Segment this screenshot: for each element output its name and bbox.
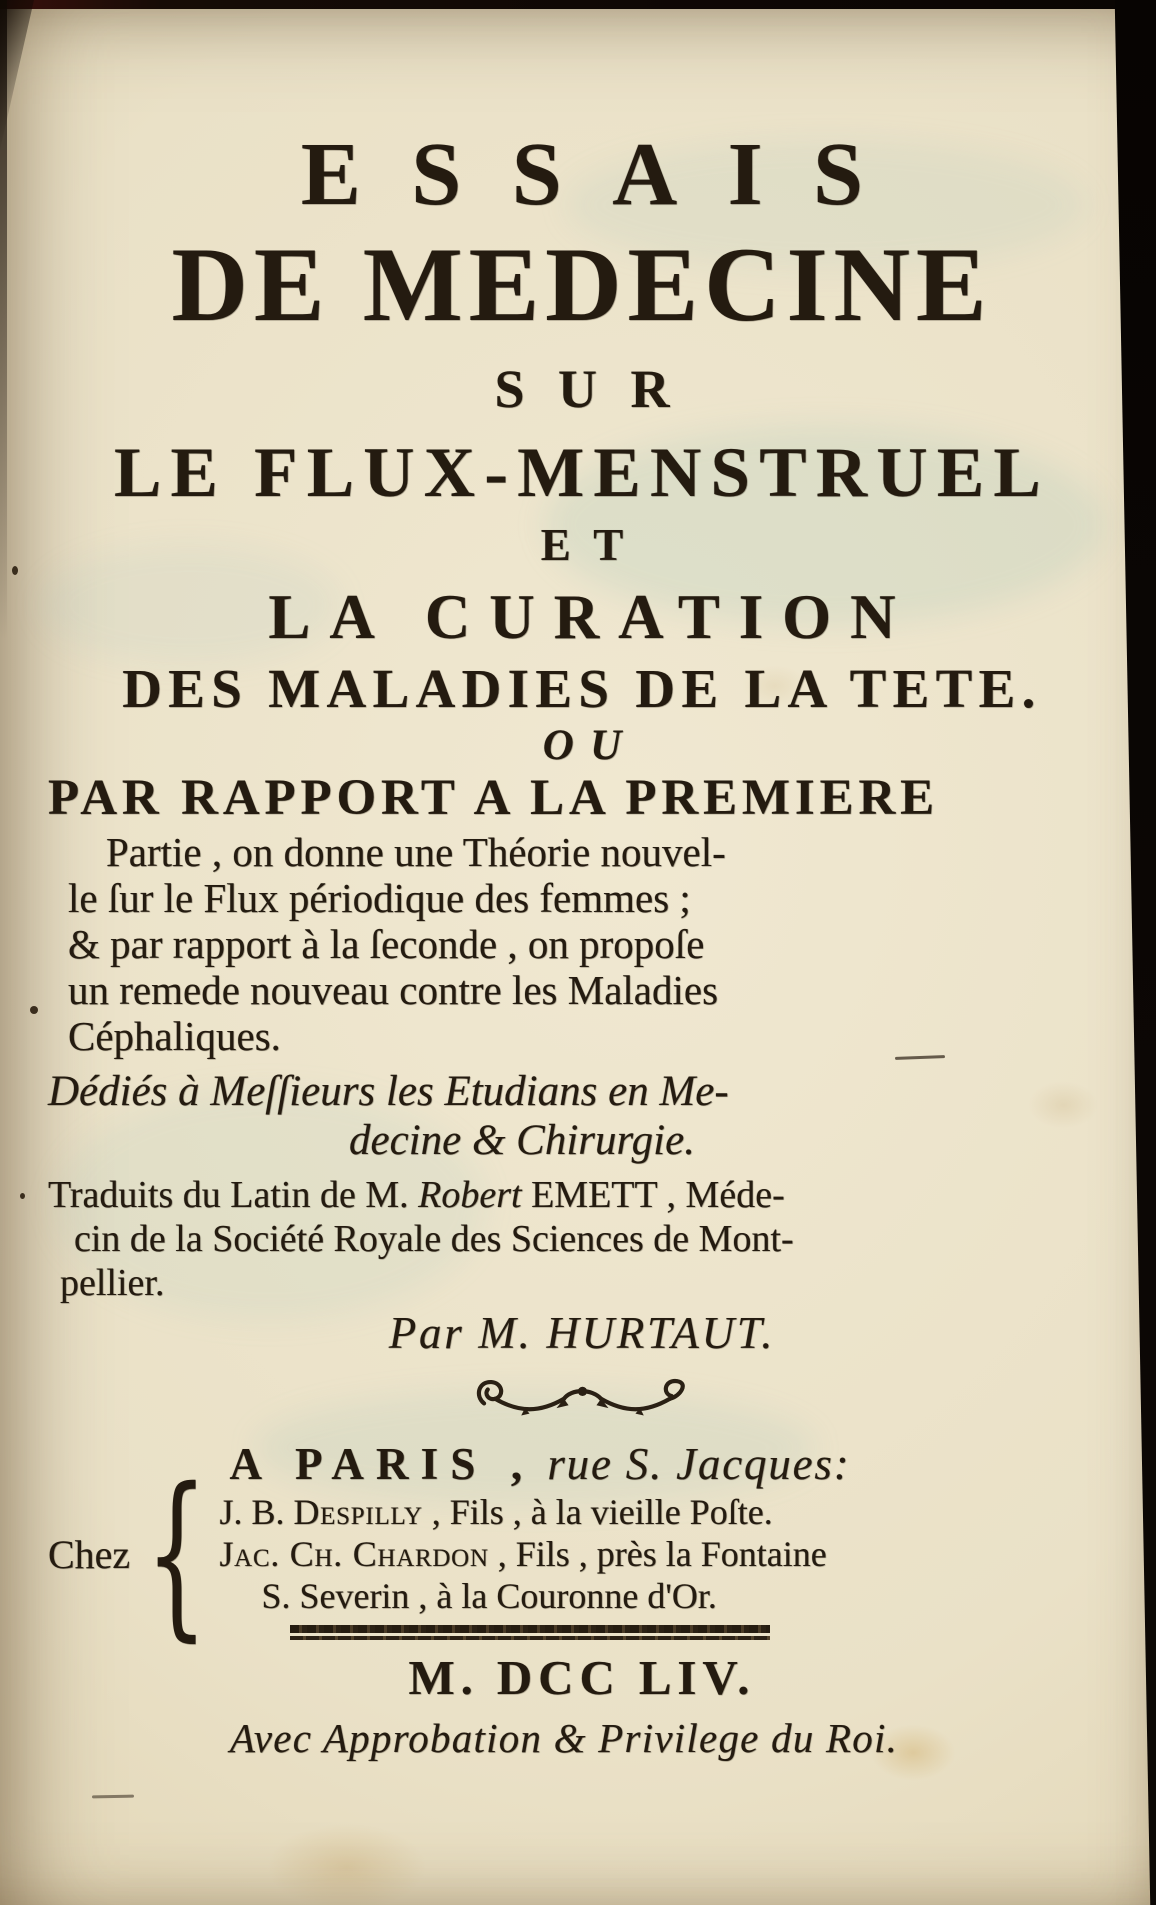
subtitle-heading: PAR RAPPORT A LA PREMIERE [48,770,940,826]
dedication-line: Dédiés à Meſſieurs les Etudians en Me- [48,1068,729,1115]
printer-rule [290,1625,770,1641]
subtitle-ou: OU [542,722,638,769]
binding-edge-top [0,0,1156,9]
title-line-et: ET [540,520,646,570]
author-line: Par M. HURTAUT. [388,1308,776,1358]
publisher-line: Jac. Ch. Chardon , Fils , près la Fontaine [219,1534,827,1574]
publisher-line: S. Severin , à la Couronne d'Or. [261,1576,717,1616]
brace-glyph: { [145,1450,208,1657]
dedication [48,1067,1116,1165]
ink-speck [30,1006,38,1014]
publication-year: M. DCC LIV. [408,1650,756,1705]
title-line-curation: LA CURATION [268,582,915,652]
ink-speck [20,1193,25,1199]
title-line-medecine: DE MEDECINE [171,226,993,343]
dedication-line: decine & Chirurgie. [349,1117,695,1164]
paragraph-line: un remede nouveau contre les Maladies [68,967,719,1013]
printer-ornament [48,1370,1116,1422]
translation-line: cin de la Société Royale des Sciences de Mont- [74,1218,794,1260]
publisher-name: Despilly [293,1492,423,1532]
printer-fleuron-icon [470,1370,695,1422]
translation-line: pellier. [60,1262,165,1304]
rule-bar [290,1636,770,1640]
title-line-maladies: DES MALADIES DE LA TETE. [122,658,1042,719]
imprint-street: rue S. Jacques: [534,1439,851,1489]
paragraph-line: Céphaliques. [68,1013,281,1059]
subtitle-paragraph [48,829,1116,1059]
rule-bar [290,1625,770,1633]
ink-speck [12,566,18,575]
translator-name-italic: Robert [418,1174,522,1216]
translation-line: Traduits du Latin de M. Robert EMETT , Méde- [48,1174,785,1216]
translation-note [48,1173,1116,1305]
paragraph-line: Partie , on donne une Théorie nouvel- [106,829,726,875]
paragraph-line: & par rapport à la ſeconde , on propoſe [68,921,705,967]
imprint-city: A PARIS , [229,1439,535,1489]
title-line-sur: SUR [494,359,703,419]
paragraph-line: le ſur le Flux périodique des femmes ; [68,875,691,921]
publisher-line: J. B. Despilly , Fils , à la vieille Poſte. [219,1492,773,1532]
privilege-line: Avec Approbation & Privilege du Roi. [229,1715,899,1761]
publisher-name: Jac. Ch. Chardon [219,1534,489,1574]
title-line-essais: ESSAIS [300,125,914,224]
imprint-chez: Chez [48,1531,131,1577]
title-line-flux-menstruel: LE FLUX-MENSTRUEL [113,434,1051,512]
publisher-list [219,1491,1116,1617]
